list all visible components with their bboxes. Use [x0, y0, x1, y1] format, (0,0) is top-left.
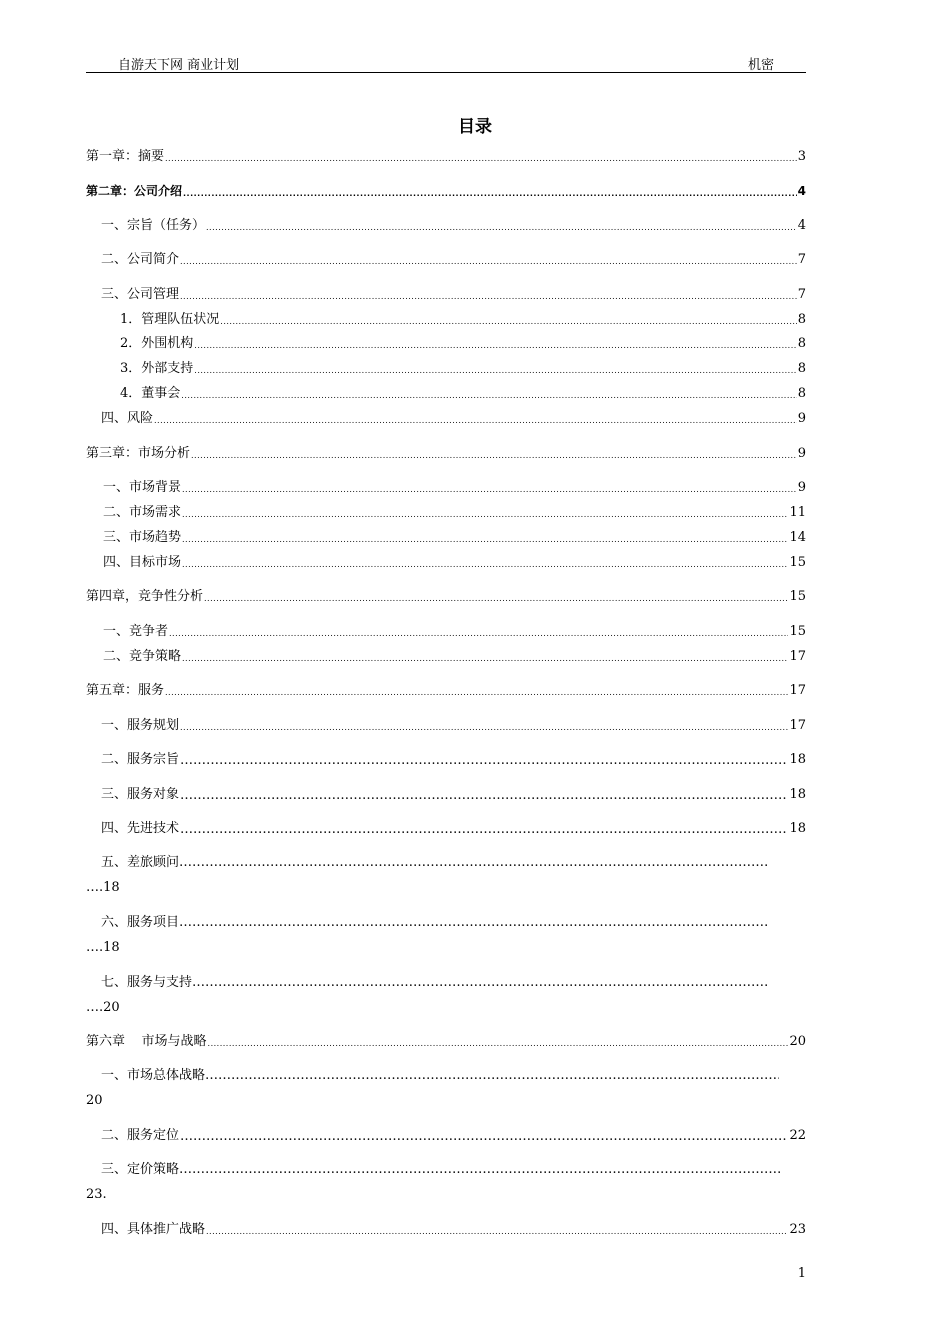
toc-entry[interactable] [120, 312, 806, 328]
toc-page: 4 [797, 184, 806, 198]
toc-entry[interactable] [103, 649, 806, 665]
toc-label: 1．管理队伍状况 [120, 312, 220, 327]
toc-label: 第三章：市场分析 [86, 446, 191, 461]
toc-entry-wrapped[interactable] [86, 975, 776, 1019]
toc-label: 第五章：服务 [86, 683, 165, 698]
toc-label: 二、服务定位 [101, 1128, 180, 1143]
toc-label: 四、具体推广战略 [101, 1222, 206, 1237]
toc-entry[interactable] [86, 446, 806, 462]
toc-label: 三、公司管理 [101, 287, 180, 302]
toc-label: 第二章：公司介绍 [86, 184, 183, 198]
toc-entry[interactable] [101, 218, 806, 234]
toc-page: 22 [789, 1128, 806, 1143]
toc-page: 20 [86, 1093, 103, 1108]
toc-entry[interactable] [120, 386, 806, 402]
toc-label: 4．董事会 [120, 386, 181, 401]
toc-entry[interactable] [101, 411, 806, 427]
toc-label: 四、目标市场 [103, 555, 182, 570]
toc-page: 9 [797, 446, 806, 461]
toc-label: 四、先进技术 [101, 821, 180, 836]
toc-label: 第六章 市场与战略 [86, 1034, 207, 1049]
toc-label: 四、风险 [101, 411, 154, 426]
toc-entry-wrapped[interactable] [86, 1068, 791, 1112]
toc-entry[interactable] [103, 505, 806, 521]
toc-page: 9 [797, 411, 806, 426]
toc-page: 18 [789, 787, 806, 802]
toc-entry[interactable] [101, 287, 806, 303]
toc-entry[interactable] [101, 787, 806, 803]
toc-page: 18 [789, 752, 806, 767]
toc-page: 17 [789, 718, 806, 733]
toc-label: 五、差旅顾问 [101, 855, 180, 870]
toc-page: 14 [789, 530, 806, 545]
header-confidential: 机密 [747, 58, 774, 73]
toc-entry[interactable] [101, 752, 806, 768]
toc-entry[interactable] [86, 589, 806, 605]
toc-entry[interactable] [101, 1128, 806, 1144]
toc-entry-wrapped[interactable] [86, 855, 776, 899]
toc-entry[interactable] [103, 480, 806, 496]
toc-page: 7 [797, 287, 806, 302]
toc-entry[interactable] [103, 624, 806, 640]
toc-label: 第四章，竞争性分析 [86, 589, 204, 604]
toc-entry-wrapped[interactable] [86, 1162, 791, 1206]
toc-page: 8 [797, 312, 806, 327]
toc-page: 15 [789, 555, 806, 570]
toc-page: 3 [797, 149, 806, 164]
toc-label: 二、竞争策略 [103, 649, 182, 664]
toc-label: 七、服务与支持 [101, 975, 193, 990]
toc-label: 一、市场总体战略 [101, 1068, 206, 1083]
toc-label: 三、市场趋势 [103, 530, 182, 545]
toc-label: 第一章：摘要 [86, 149, 165, 164]
toc-entry[interactable] [101, 1222, 806, 1238]
toc-page: 15 [789, 624, 806, 639]
toc-page: ….18 [86, 880, 120, 895]
toc-entry[interactable] [103, 530, 806, 546]
page-header [86, 54, 806, 73]
toc-page: 23 [789, 1222, 806, 1237]
toc-label: 一、宗旨（任务） [101, 218, 206, 233]
header-title: 自游天下网 商业计划 [118, 58, 240, 73]
toc-label: 二、公司简介 [101, 252, 180, 267]
toc-title: 目录 [458, 117, 492, 137]
toc-page: 17 [789, 649, 806, 664]
toc-entry[interactable] [120, 361, 806, 377]
toc-page: 15 [789, 589, 806, 604]
toc-page: 11 [789, 505, 806, 520]
toc-entry-wrapped[interactable] [86, 915, 776, 959]
toc-label: 二、市场需求 [103, 505, 182, 520]
toc-entry[interactable] [120, 336, 806, 352]
toc-page: 9 [797, 480, 806, 495]
toc-label: 六、服务项目 [101, 915, 180, 930]
page-number: 1 [797, 1266, 806, 1281]
toc-page: ….18 [86, 940, 120, 955]
toc-entry[interactable] [86, 149, 806, 165]
toc-entry[interactable] [101, 821, 806, 837]
toc-label: 一、竞争者 [103, 624, 169, 639]
toc-label: 2．外围机构 [120, 336, 194, 351]
toc-page: 20 [789, 1034, 806, 1049]
toc-label: 三、服务对象 [101, 787, 180, 802]
toc-label: 三、定价策略 [101, 1162, 180, 1177]
toc-label: 二、服务宗旨 [101, 752, 180, 767]
toc-page: 8 [797, 361, 806, 376]
toc-page: 17 [789, 683, 806, 698]
toc-label: 一、市场背景 [103, 480, 182, 495]
toc-label: 3．外部支持 [120, 361, 194, 376]
toc-page: 8 [797, 386, 806, 401]
toc-entry[interactable] [101, 252, 806, 268]
toc-entry[interactable] [86, 1034, 806, 1050]
toc-page: 23. [86, 1187, 107, 1202]
toc-page: ….20 [86, 1000, 120, 1015]
toc-page: 7 [797, 252, 806, 267]
toc-page: 18 [789, 821, 806, 836]
toc-entry[interactable] [86, 183, 806, 199]
toc-entry[interactable] [86, 683, 806, 699]
toc-page: 4 [797, 218, 806, 233]
toc-entry[interactable] [103, 555, 806, 571]
toc-page: 8 [797, 336, 806, 351]
toc-entry[interactable] [101, 718, 806, 734]
toc-label: 一、服务规划 [101, 718, 180, 733]
